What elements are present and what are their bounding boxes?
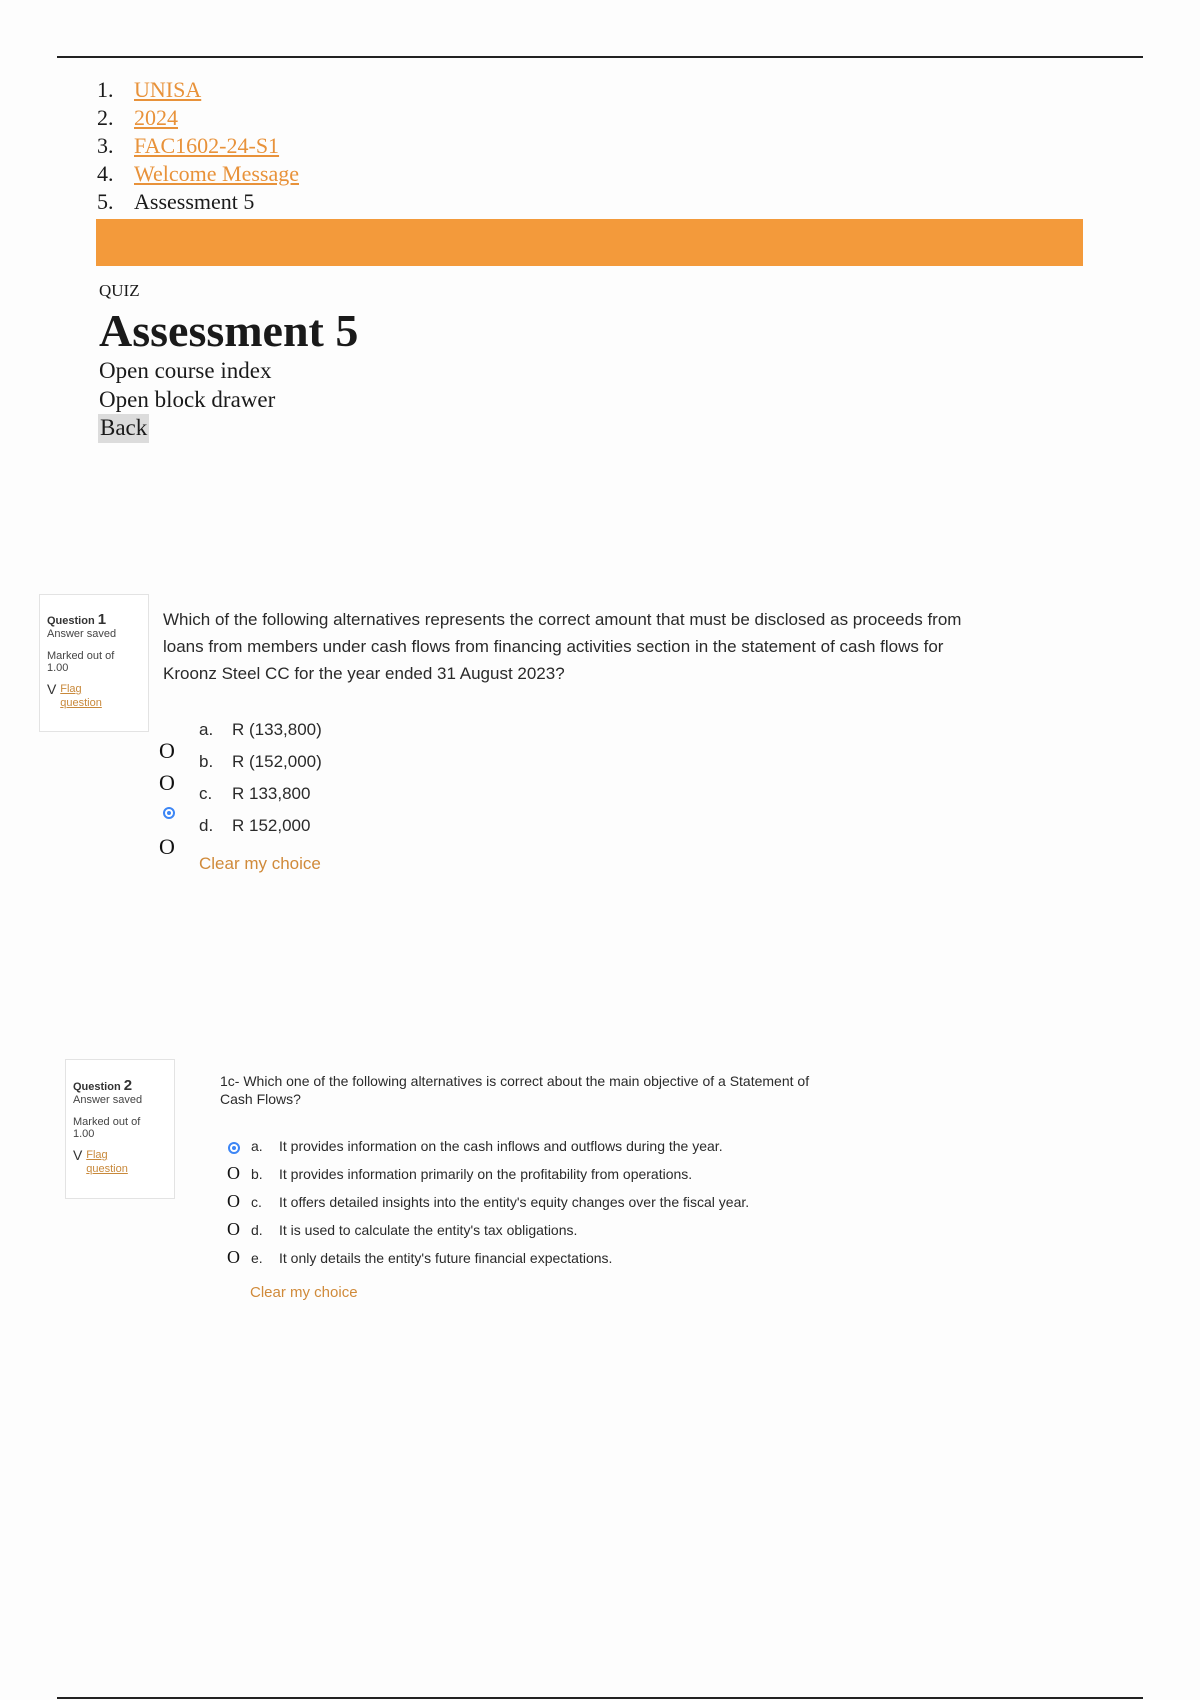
question-2-text: 1c- Which one of the following alternatives is correct about the main objective of a Statement of Cash Flows? bbox=[220, 1073, 810, 1107]
question-status: Answer saved bbox=[73, 1094, 143, 1106]
question-marks: Marked out of 1.00 bbox=[47, 650, 115, 674]
option-letter: e. bbox=[251, 1250, 263, 1266]
option-text: R (152,000) bbox=[232, 752, 322, 771]
breadcrumb-item bbox=[97, 132, 299, 160]
flag-question-link[interactable]: Flag question bbox=[86, 1149, 128, 1175]
question-1-info bbox=[39, 594, 149, 732]
breadcrumb-link-unisa[interactable]: UNISA bbox=[134, 77, 202, 102]
clear-choice-button[interactable]: Clear my choice bbox=[250, 1284, 358, 1301]
flag-icon: V bbox=[47, 681, 57, 697]
option-c[interactable] bbox=[199, 784, 310, 804]
flag-question-button[interactable] bbox=[73, 1148, 174, 1176]
option-letter: a. bbox=[199, 720, 214, 739]
option-text: It is used to calculate the entity's tax obligations. bbox=[279, 1222, 578, 1238]
option-b[interactable] bbox=[199, 752, 322, 772]
option-letter: d. bbox=[199, 816, 214, 835]
question-number: Question 1 bbox=[47, 611, 107, 628]
question-marks: Marked out of 1.00 bbox=[73, 1116, 141, 1140]
open-course-index-button[interactable]: Open course index bbox=[99, 358, 272, 383]
bottom-rule bbox=[57, 1697, 1143, 1699]
drawer-links bbox=[99, 357, 275, 443]
flag-question-button[interactable] bbox=[47, 682, 148, 710]
breadcrumb-link-course[interactable]: FAC1602-24-S1 bbox=[134, 133, 280, 158]
breadcrumb-item bbox=[97, 188, 299, 216]
answer-radio[interactable]: O bbox=[159, 834, 175, 859]
course-banner bbox=[96, 219, 1083, 266]
option-letter: b. bbox=[199, 752, 214, 771]
option-c[interactable] bbox=[251, 1194, 749, 1210]
option-text: It provides information on the cash inflows and outflows during the year. bbox=[279, 1138, 723, 1154]
option-text: It only details the entity's future financial expectations. bbox=[279, 1250, 613, 1266]
open-block-drawer-button[interactable]: Open block drawer bbox=[99, 386, 276, 412]
flag-question-link[interactable]: Flag question bbox=[60, 683, 102, 709]
question-1-text: Which of the following alternatives represents the correct amount that must be disclosed as proceeds from loans from members under cash flows from financing activities section in the statement of cash flows for Kroonz Steel CC for the year ended 31 August 2023? bbox=[163, 610, 962, 683]
option-letter: c. bbox=[199, 784, 213, 803]
answer-radio[interactable]: O bbox=[159, 770, 175, 795]
option-letter: d. bbox=[251, 1222, 263, 1238]
option-e[interactable] bbox=[251, 1250, 612, 1266]
question-number: Question 2 bbox=[73, 1077, 133, 1094]
top-rule bbox=[57, 56, 1143, 58]
breadcrumb-item bbox=[97, 104, 299, 132]
flag-icon: V bbox=[73, 1147, 83, 1163]
answer-radio-selected[interactable] bbox=[228, 1142, 240, 1154]
option-a[interactable] bbox=[199, 720, 322, 740]
breadcrumb-link-year[interactable]: 2024 bbox=[134, 105, 178, 130]
breadcrumb-number: 5. bbox=[97, 189, 114, 214]
breadcrumb-number: 2. bbox=[97, 105, 114, 130]
option-text: R 152,000 bbox=[232, 816, 311, 835]
option-d[interactable] bbox=[251, 1222, 577, 1238]
answer-radio[interactable]: O bbox=[227, 1247, 240, 1267]
question-status: Answer saved bbox=[47, 628, 117, 640]
breadcrumb bbox=[97, 76, 299, 216]
breadcrumb-item bbox=[97, 160, 299, 188]
breadcrumb-number: 3. bbox=[97, 133, 114, 158]
breadcrumb-item bbox=[97, 76, 299, 104]
page-kind: QUIZ bbox=[99, 281, 140, 300]
option-text: R (133,800) bbox=[232, 720, 322, 739]
option-a[interactable] bbox=[251, 1138, 723, 1154]
back-button[interactable]: Back bbox=[98, 414, 149, 443]
question-2-info bbox=[65, 1059, 175, 1199]
option-letter: a. bbox=[251, 1138, 263, 1154]
clear-choice-button[interactable]: Clear my choice bbox=[199, 854, 321, 873]
answer-radio[interactable]: O bbox=[227, 1163, 240, 1183]
answer-radio[interactable]: O bbox=[159, 738, 175, 763]
breadcrumb-current: Assessment 5 bbox=[134, 189, 255, 214]
answer-radio-selected[interactable] bbox=[163, 807, 175, 819]
breadcrumb-number: 1. bbox=[97, 77, 114, 102]
option-letter: b. bbox=[251, 1166, 263, 1182]
option-text: R 133,800 bbox=[232, 784, 311, 803]
option-text: It provides information primarily on the profitability from operations. bbox=[279, 1166, 693, 1182]
option-text: It offers detailed insights into the entity's equity changes over the fiscal year. bbox=[279, 1194, 750, 1210]
page-title: Assessment 5 bbox=[99, 305, 359, 356]
breadcrumb-link-welcome[interactable]: Welcome Message bbox=[134, 161, 299, 186]
option-letter: c. bbox=[251, 1194, 262, 1210]
option-b[interactable] bbox=[251, 1166, 692, 1182]
option-d[interactable] bbox=[199, 816, 310, 836]
breadcrumb-number: 4. bbox=[97, 161, 114, 186]
answer-radio[interactable]: O bbox=[227, 1191, 240, 1211]
answer-radio[interactable]: O bbox=[227, 1219, 240, 1239]
